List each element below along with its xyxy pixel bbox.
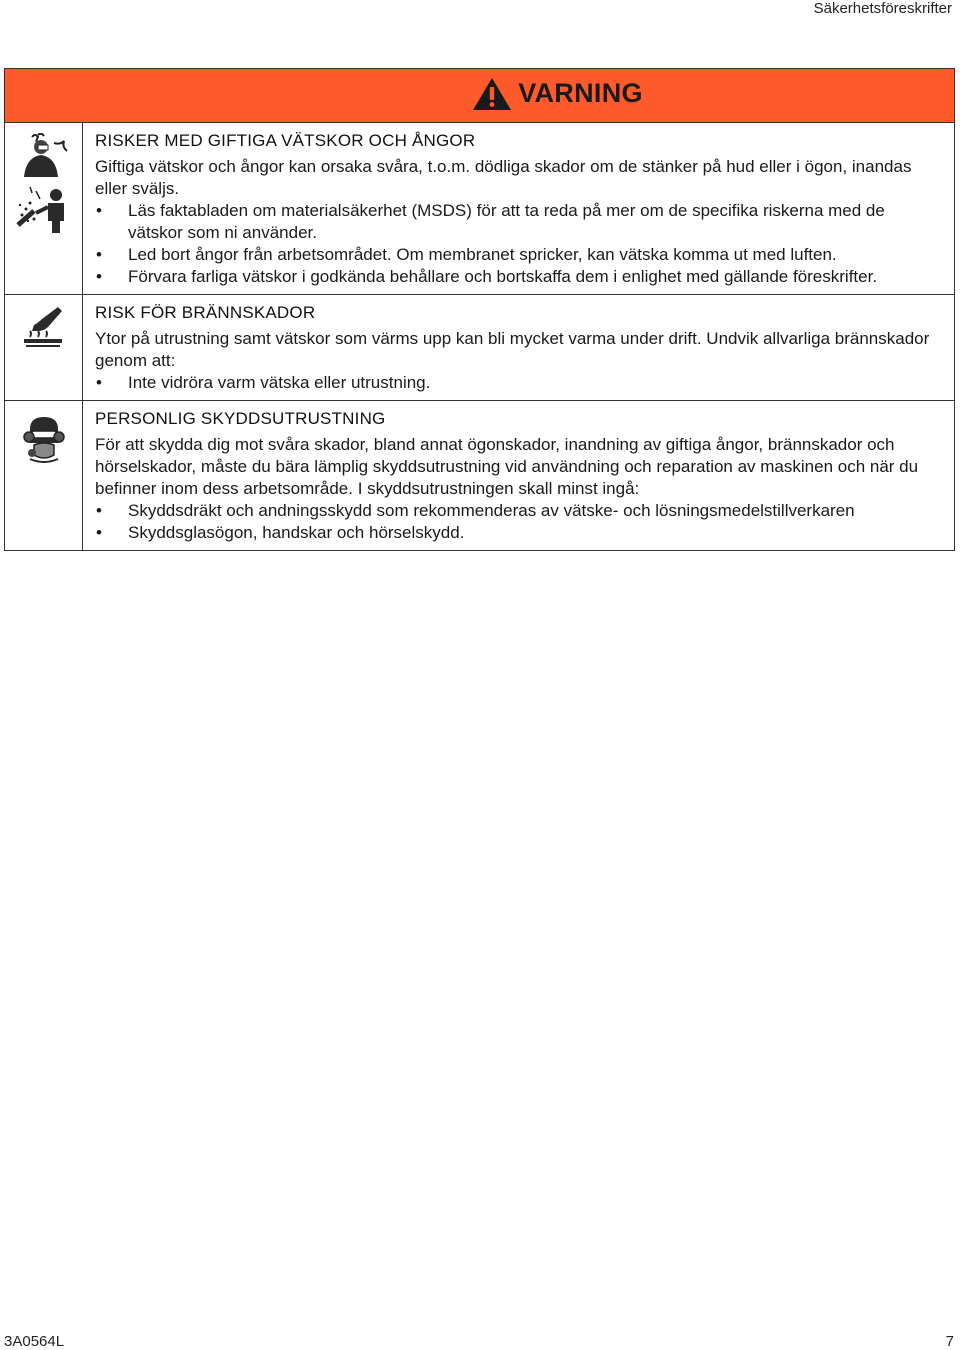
hot-surface-icon <box>22 305 66 349</box>
section-ppe <box>5 401 954 550</box>
bullet-list <box>95 500 944 544</box>
icon-cell <box>5 295 83 400</box>
section-title: RISK FÖR BRÄNNSKADOR <box>95 303 316 322</box>
running-header: Säkerhetsföreskrifter <box>813 0 952 17</box>
icon-cell <box>5 123 83 294</box>
warning-table <box>4 68 955 551</box>
section-content <box>83 401 954 550</box>
section-title: PERSONLIG SKYDDSUTRUSTNING <box>95 409 386 428</box>
icon-cell <box>5 401 83 550</box>
bullet-item: • Läs faktabladen om materialsäkerhet (MSDS) för att ta reda på mer om de specifika riskerna med de vätskor som ni använder. <box>95 200 944 244</box>
section-body: För att skydda dig mot svåra skador, bland annat ögonskador, inandning av giftiga ångor, brännskador och hörselskador, måste du bära lämplig skyddsutrustning vid användning och reparation av maskinen och när du befinner inom dess arbetsområde. I skyddsutrustningen skall minst ingå: <box>95 435 919 498</box>
bullet-list <box>95 200 944 288</box>
bullet-item: • Skyddsdräkt och andningsskydd som rekommenderas av vätske- och lösningsmedelstillverkaren <box>95 500 944 522</box>
warning-label: VARNING <box>518 78 643 108</box>
section-content <box>83 295 954 400</box>
protective-equipment-icon <box>22 415 66 465</box>
section-body: Ytor på utrustning samt vätskor som värms upp kan bli mycket varma under drift. Undvik allvarliga brännskador genom att: <box>95 329 930 370</box>
skin-splash-icon <box>16 185 72 235</box>
bullet-item: • Förvara farliga vätskor i godkända behållare och bortskaffa dem i enlighet med gällande föreskrifter. <box>95 266 944 288</box>
section-title: RISKER MED GIFTIGA VÄTSKOR OCH ÅNGOR <box>95 131 476 150</box>
warning-triangle-icon <box>472 77 512 111</box>
document-number: 3A0564L <box>4 1333 65 1350</box>
warning-banner <box>5 69 954 123</box>
toxic-fumes-icon <box>18 133 70 179</box>
page-number: 7 <box>945 1333 954 1350</box>
section-burn <box>5 295 954 401</box>
bullet-list <box>95 372 944 394</box>
section-body: Giftiga vätskor och ångor kan orsaka svåra, t.o.m. dödliga skador om de stänker på hud eller i ögon, inandas eller sväljs. <box>95 157 912 198</box>
bullet-item: • Led bort ångor från arbetsområdet. Om membranet spricker, kan vätska komma ut med luften. <box>95 244 944 266</box>
bullet-item: • Skyddsglasögon, handskar och hörselskydd. <box>95 522 944 544</box>
section-toxic <box>5 123 954 295</box>
bullet-item: • Inte vidröra varm vätska eller utrustning. <box>95 372 944 394</box>
section-content <box>83 123 954 294</box>
